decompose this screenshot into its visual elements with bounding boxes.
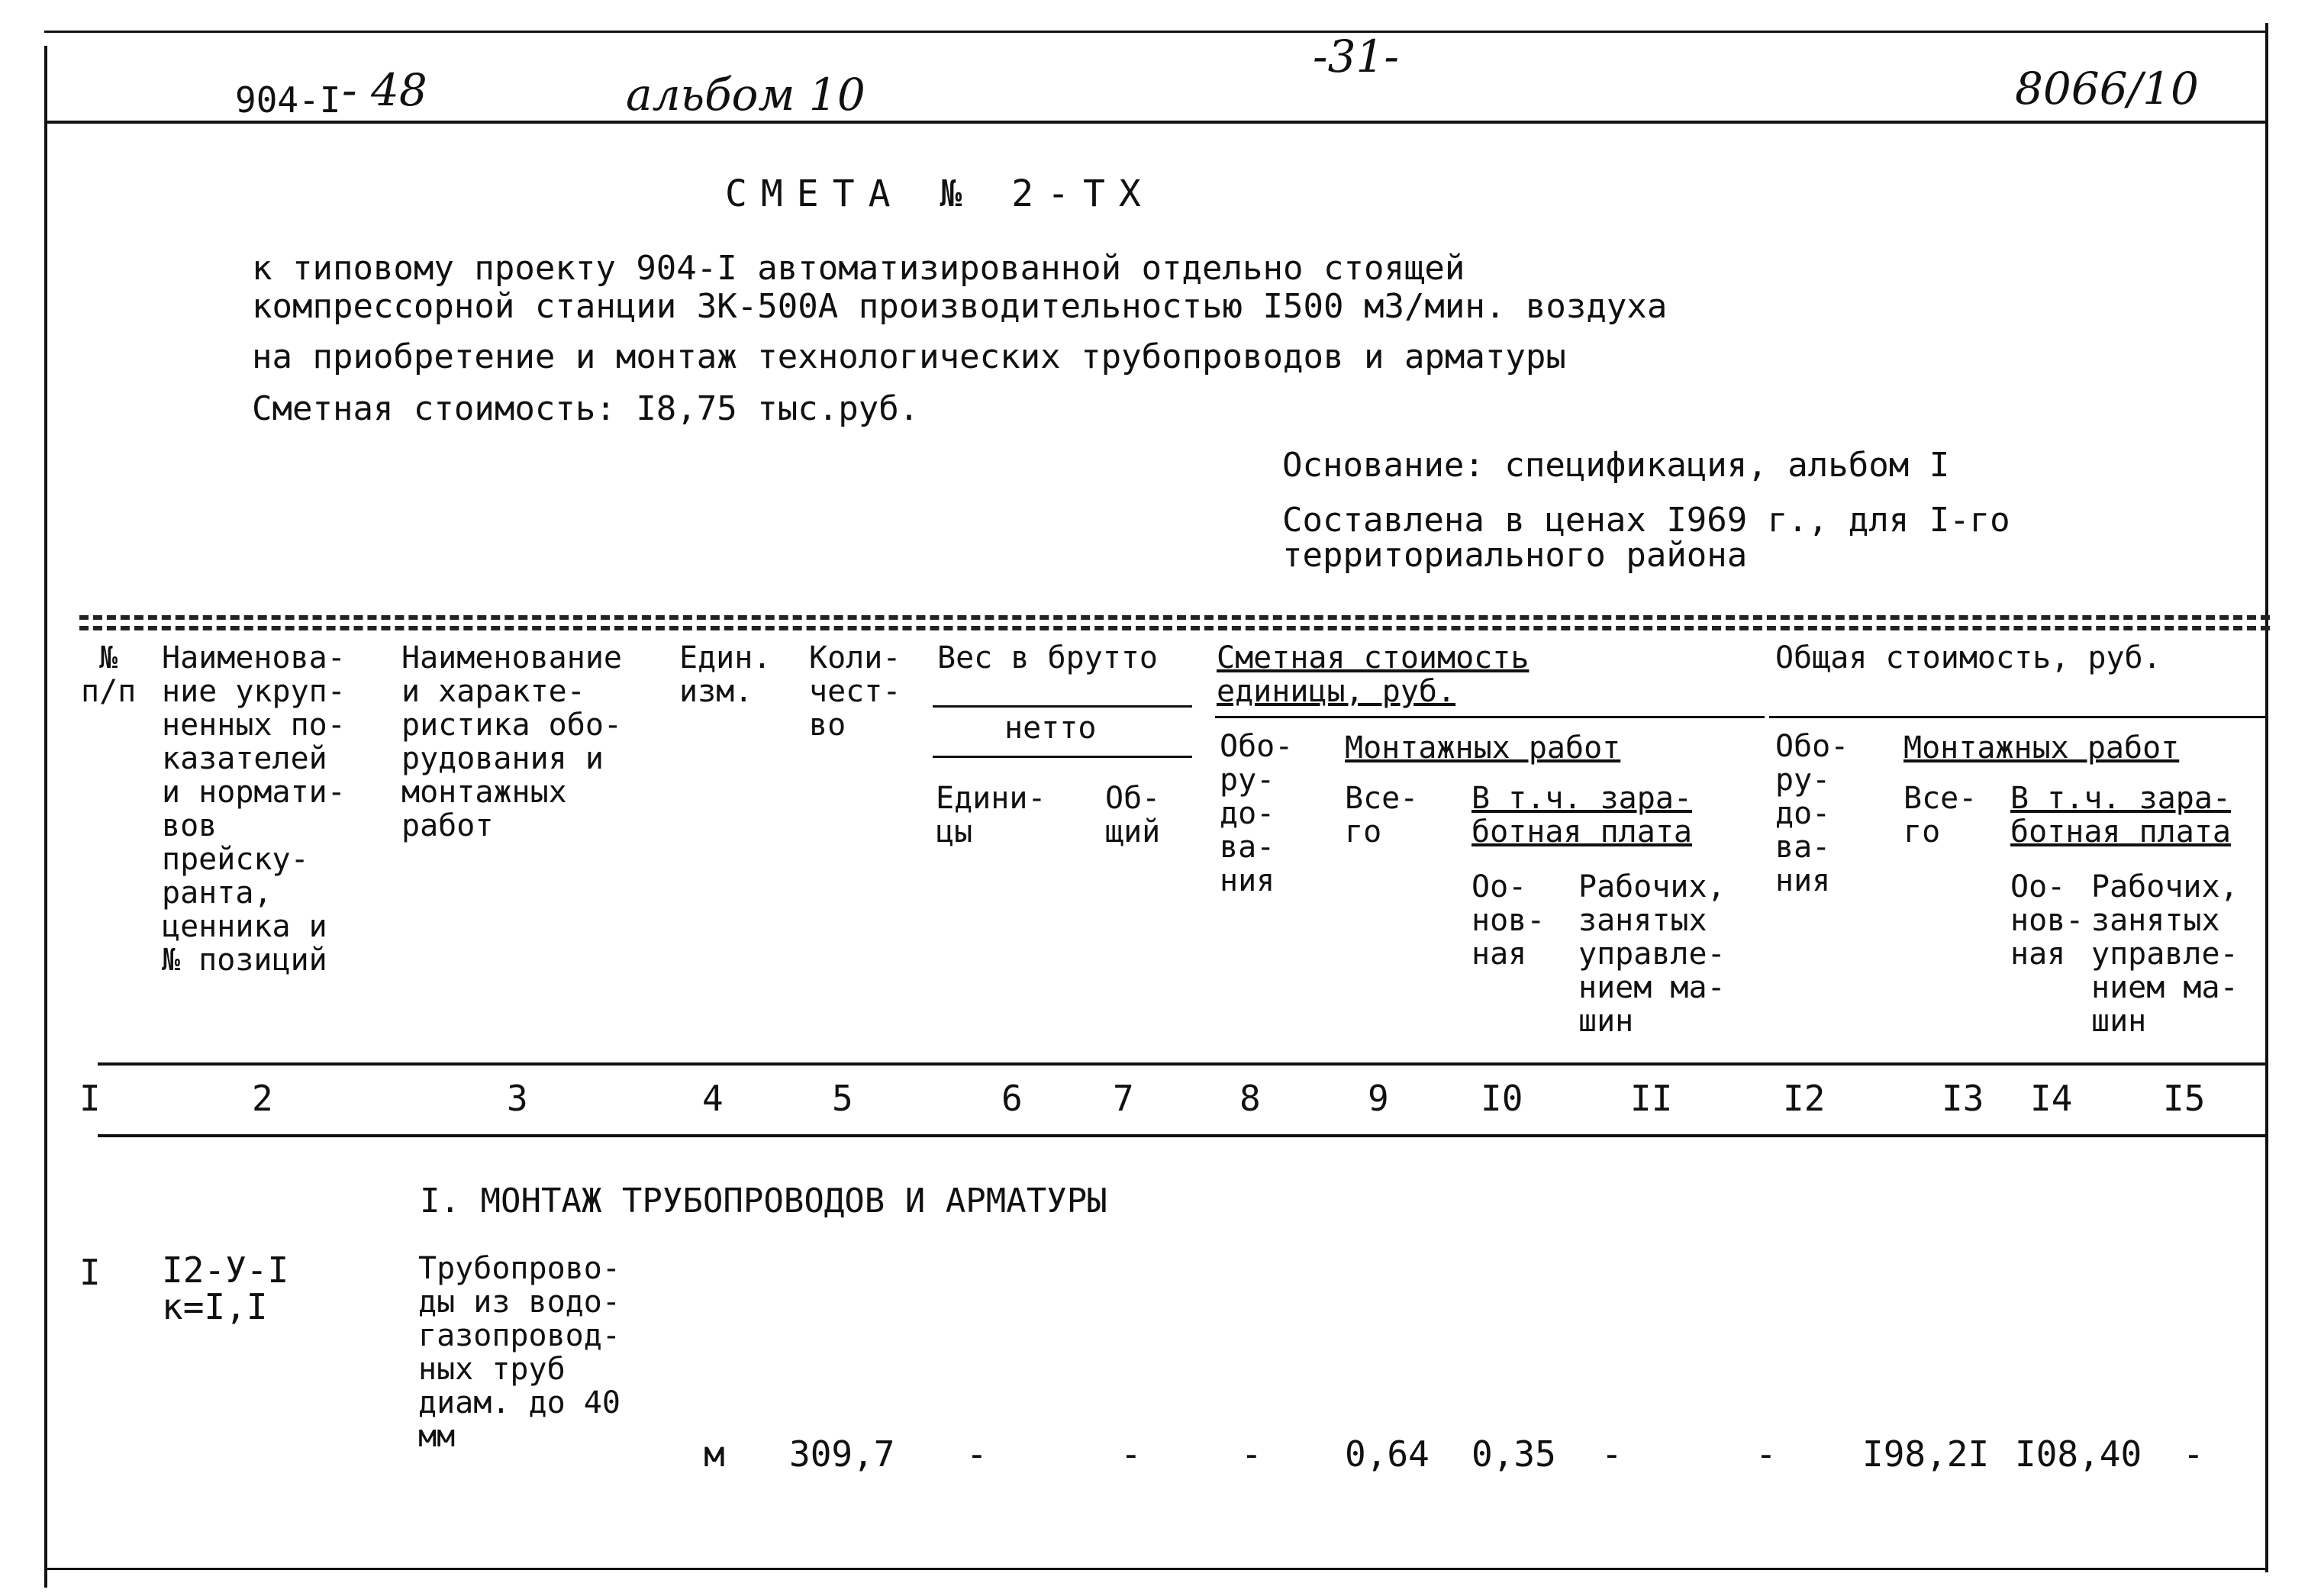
subtitle-line-3: на приобретение и монтаж технологических трубопроводов и арматуры [252, 337, 1566, 376]
header-col-5: Коли- чест- во [809, 640, 901, 743]
header-bottom-rule [98, 1062, 2265, 1066]
frame-right-border [2265, 23, 2268, 1572]
header-mount-group-b: Монтажных работ [1903, 730, 2180, 766]
row-1-weight-unit: - [966, 1433, 988, 1475]
frame-left-border [44, 46, 47, 1588]
column-number-14: I4 [2030, 1078, 2073, 1119]
row-1-total-wage-main: I08,40 [2015, 1433, 2142, 1475]
row-1-code: I2-У-I к=I,I [162, 1249, 289, 1327]
row-1-total-equipment: - [1755, 1433, 1777, 1475]
column-number-7: 7 [1113, 1078, 1134, 1119]
estimated-cost: Сметная стоимость: I8,75 тыс.руб. [252, 389, 920, 428]
weight-group-rule [933, 705, 1192, 708]
column-number-6: 6 [1001, 1078, 1023, 1119]
column-number-2: 2 [252, 1078, 273, 1119]
header-col-15: Рабочих, занятых управле- нием ма- шин [2091, 869, 2239, 1039]
column-number-3: 3 [507, 1078, 528, 1119]
header-unit-cost-group: Сметная стоимость единицы, руб. [1217, 640, 1530, 709]
header-wage-group-a: В т.ч. зара- ботная плата [1472, 781, 1692, 850]
row-1-cost-wage-main: 0,35 [1472, 1433, 1556, 1475]
header-total-cost-group: Общая стоимость, руб. [1775, 640, 2161, 675]
header-wage-group-b: В т.ч. зара- ботная плата [2010, 781, 2231, 850]
column-number-9: 9 [1368, 1078, 1389, 1119]
row-1-cost-wage-machine: - [1601, 1433, 1623, 1475]
column-number-10: I0 [1481, 1078, 1523, 1119]
header-col-13: Все- го [1903, 781, 1978, 850]
column-number-11: II [1630, 1078, 1673, 1119]
column-number-12: I2 [1783, 1078, 1826, 1119]
column-number-13: I3 [1942, 1078, 1984, 1119]
header-col-6: Едини- цы [936, 781, 1046, 850]
column-number-8: 8 [1239, 1078, 1261, 1119]
basis-line-2: Составлена в ценах I969 г., для I-го [1282, 501, 2010, 540]
row-1-cost-mount-total: 0,64 [1345, 1433, 1430, 1475]
header-col-8: Обо- ру- до- ва- ния [1220, 729, 1294, 898]
column-numbers-rule [98, 1134, 2265, 1137]
column-number-15: I5 [2163, 1078, 2206, 1119]
subtitle-line-1: к типовому проекту 904-I автоматизированной отдельно стоящей [252, 249, 1465, 288]
row-1-total-mount-total: I98,2I [1862, 1433, 1990, 1475]
header-col-11: Рабочих, занятых управле- нием ма- шин [1578, 869, 1726, 1039]
row-1-total-wage-machine: - [2183, 1433, 2204, 1475]
table-top-rule-2 [79, 626, 2270, 630]
page-title: СМЕТА № 2-ТХ [725, 172, 1155, 215]
header-col-14: Оо- нов- ная [2010, 869, 2084, 972]
header-col-3: Наименование и характе- ристика обо- рудования и монтажных работ [401, 640, 622, 843]
row-1-unit: м [704, 1433, 725, 1475]
header-col-12: Обо- ру- до- ва- ния [1775, 729, 1849, 898]
row-1-qty: 309,7 [789, 1433, 895, 1475]
header-col-9: Все- го [1345, 781, 1419, 850]
column-number-4: 4 [702, 1078, 724, 1119]
row-1-name: Трубопрово- ды из водо- газопровод- ных труб диам. до 40 мм [418, 1251, 621, 1454]
header-col-10: Оо- нов- ная [1472, 869, 1546, 972]
table-bottom-rule [47, 1568, 2267, 1570]
total-cost-group-rule [1769, 716, 2265, 718]
basis-line-3: территориального района [1282, 536, 1748, 575]
page-number: -31- [1313, 31, 1399, 82]
header-mount-group-a: Монтажных работ [1345, 730, 1621, 766]
unit-cost-group-rule [1215, 716, 1765, 718]
row-1-weight-total: - [1120, 1433, 1142, 1475]
basis-line-1: Основание: спецификация, альбом I [1282, 446, 1950, 485]
stamp-bottom-line [44, 121, 2267, 124]
stamp-album: альбом 10 [626, 69, 866, 121]
header-col-1: № п/п [81, 640, 137, 709]
column-number-1: I [79, 1078, 101, 1119]
header-col-7: Об- щий [1105, 781, 1161, 850]
table-top-rule [79, 615, 2270, 620]
column-number-5: 5 [832, 1078, 853, 1119]
doc-number: 8066/10 [2015, 63, 2199, 114]
weight-netto-rule [933, 756, 1192, 758]
row-1-cost-equipment: - [1241, 1433, 1262, 1475]
header-col-2: Наименова- ние укруп- ненных по- казателей и нормати- вов прейскy- ранта, ценника и № позиций [162, 640, 346, 978]
section-title: I. МОНТАЖ ТРУБОПРОВОДОВ И АРМАТУРЫ [420, 1182, 1107, 1220]
header-weight-group: Вес в брутто [937, 640, 1158, 675]
frame-top-border [44, 31, 2267, 33]
header-col-4: Един. изм. [679, 640, 772, 709]
stamp-series: 904-I [235, 79, 341, 121]
stamp-series-handwritten: - 48 [342, 64, 427, 116]
header-weight-netto: нетто [1004, 711, 1097, 746]
subtitle-line-2: компрессорной станции ЗК-500А производительностью I500 м3/мин. воздуха [252, 287, 1668, 326]
row-1-number: I [79, 1252, 101, 1293]
